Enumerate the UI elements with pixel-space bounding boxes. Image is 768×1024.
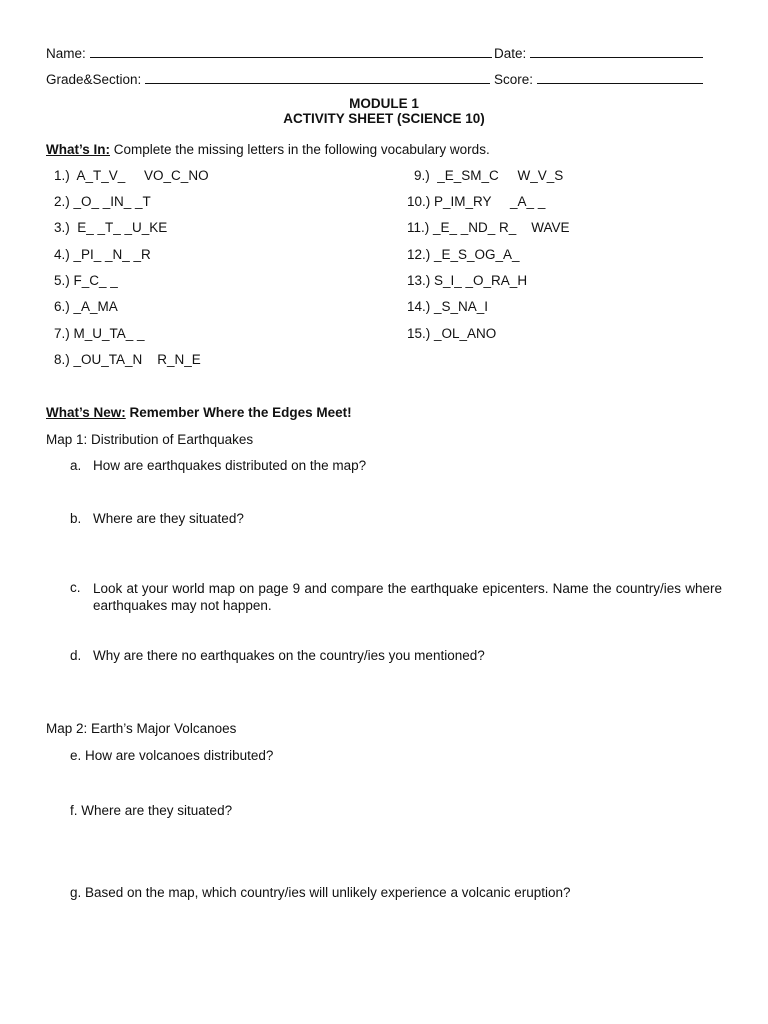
question-d	[70, 648, 485, 664]
date-field[interactable]	[530, 44, 703, 58]
vocab-item-15: 15.) _OL_ANO	[407, 326, 497, 341]
question-letter: c.	[70, 580, 81, 595]
date-row	[494, 44, 703, 62]
date-label: Date:	[494, 46, 527, 61]
question-letter: b.	[70, 511, 82, 526]
question-letter: d.	[70, 648, 82, 663]
grade-row	[46, 70, 490, 88]
activity-title: ACTIVITY SHEET (SCIENCE 10)	[283, 111, 485, 126]
vocab-item-8: 8.) _OU_TA_N R_N_E	[54, 352, 201, 367]
question-b	[70, 511, 244, 527]
name-label: Name:	[46, 46, 86, 61]
question-a	[70, 458, 366, 474]
question-letter: a.	[70, 458, 82, 473]
question-g: g. Based on the map, which country/ies will unlikely experience a volcanic eruption?	[70, 885, 571, 900]
vocab-item-12: 12.) _E_S_OG_A_	[407, 247, 520, 262]
question-text: Where are they situated?	[93, 511, 244, 526]
whats-new-heading: What’s New:	[46, 405, 126, 420]
whats-new-row	[46, 405, 352, 421]
question-text: How are earthquakes distributed on the map?	[93, 458, 367, 473]
vocab-item-4: 4.) _PI_ _N_ _R	[54, 247, 151, 262]
score-label: Score:	[494, 72, 534, 87]
whats-in-instruction: Complete the missing letters in the following vocabulary words.	[113, 142, 490, 157]
score-row	[494, 70, 703, 88]
score-field[interactable]	[537, 70, 703, 84]
vocab-item-13: 13.) S_I_ _O_RA_H	[407, 273, 528, 288]
whats-new-subheading: Remember Where the Edges Meet!	[129, 405, 352, 420]
vocab-item-9: 9.) _E_SM_C W_V_S	[414, 168, 564, 183]
name-field[interactable]	[90, 44, 492, 58]
question-text: Why are there no earthquakes on the country/ies you mentioned?	[93, 648, 485, 663]
vocab-item-1: 1.) A_T_V_ VO_C_NO	[54, 168, 209, 183]
vocab-item-6: 6.) _A_MA	[54, 299, 118, 314]
whats-in-row	[46, 142, 490, 158]
whats-in-heading: What’s In:	[46, 142, 110, 157]
vocab-item-2: 2.) _O_ _IN_ _T	[54, 194, 151, 209]
vocab-item-5: 5.) F_C_ _	[54, 273, 118, 288]
grade-field[interactable]	[145, 70, 490, 84]
question-f: f. Where are they situated?	[70, 803, 233, 818]
vocab-item-11: 11.) _E_ _ND_ R_ WAVE	[407, 220, 570, 235]
vocab-item-14: 14.) _S_NA_I	[407, 299, 489, 314]
vocab-item-3: 3.) E_ _T_ _U_KE	[54, 220, 168, 235]
grade-label: Grade&Section:	[46, 72, 142, 87]
name-row	[46, 44, 492, 62]
vocab-item-7: 7.) M_U_TA_ _	[54, 326, 145, 341]
question-e: e. How are volcanoes distributed?	[70, 748, 274, 763]
question-c	[70, 580, 722, 614]
module-title: MODULE 1	[349, 96, 419, 111]
map2-title: Map 2: Earth’s Major Volcanoes	[46, 721, 237, 736]
vocab-item-10: 10.) P_IM_RY _A_ _	[407, 194, 546, 209]
map1-title: Map 1: Distribution of Earthquakes	[46, 432, 254, 447]
question-text: Look at your world map on page 9 and compare the earthquake epicenters. Name the country/ies where earthquakes may not happen.	[93, 581, 722, 613]
